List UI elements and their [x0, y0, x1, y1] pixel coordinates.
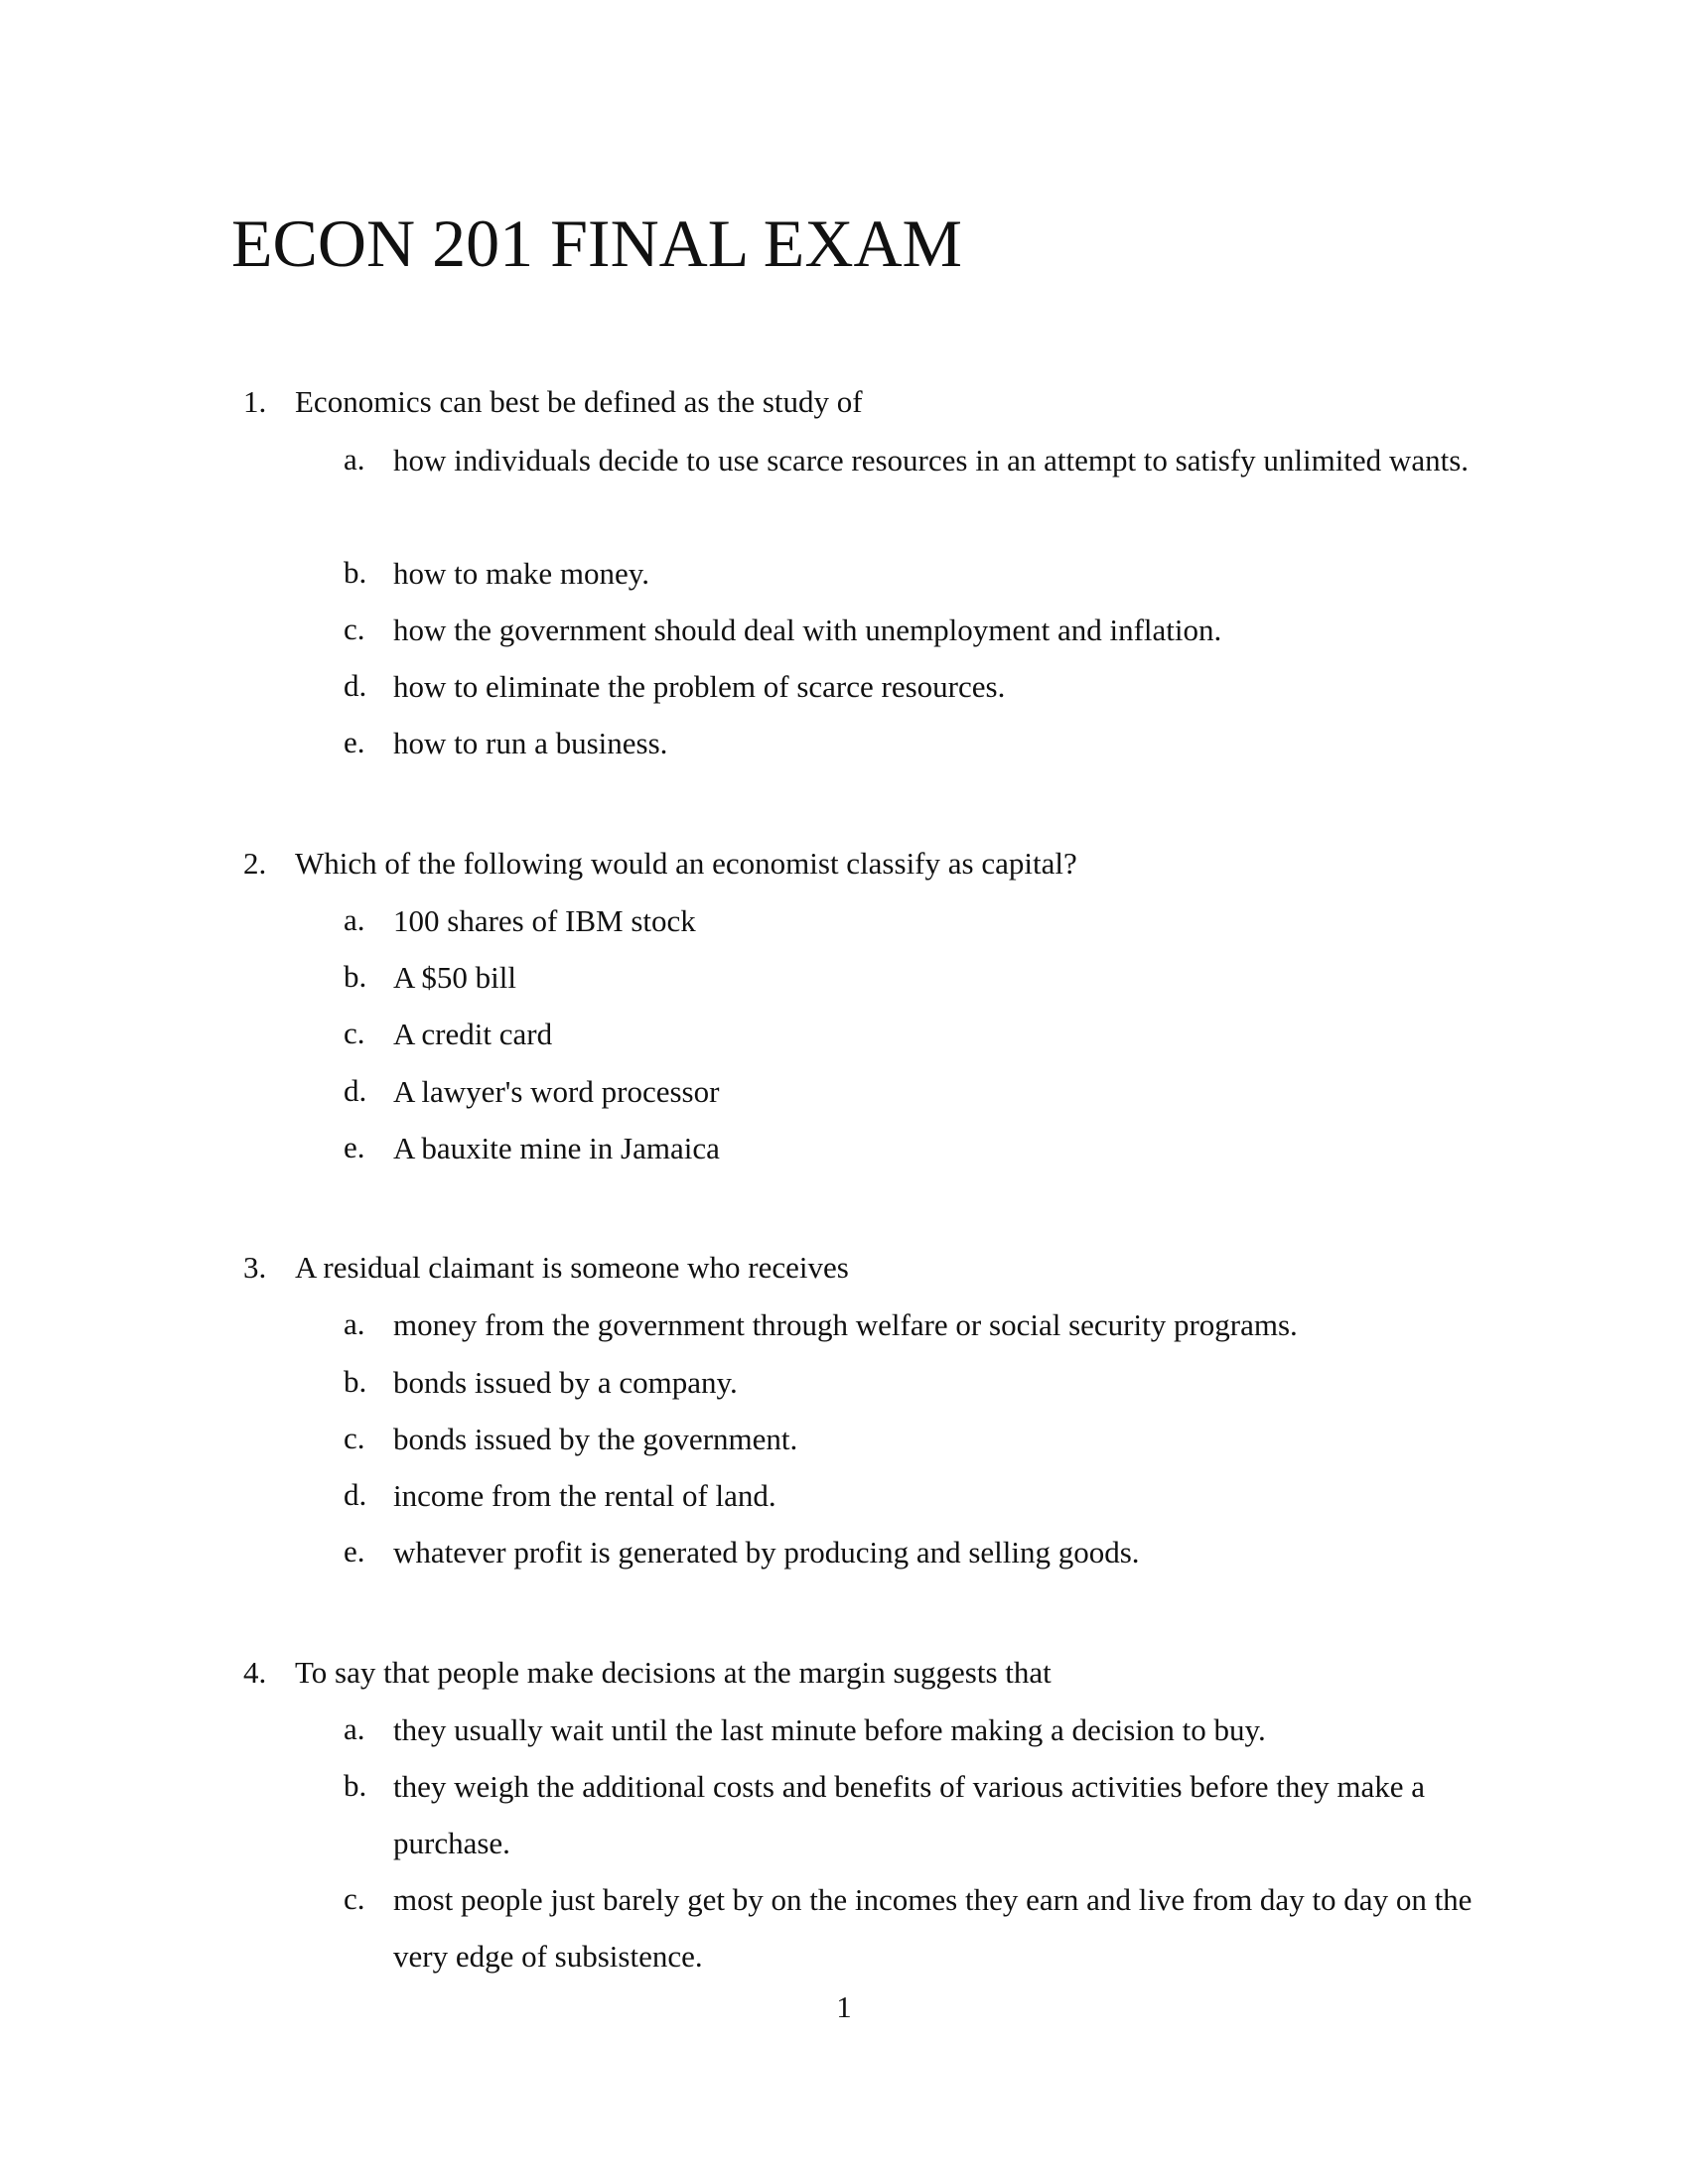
option-text: A bauxite mine in Jamaica [393, 1131, 720, 1165]
option-letter: c. [344, 1016, 365, 1050]
question-text: Economics can best be defined as the study of [295, 384, 863, 419]
option-letter: a. [344, 1711, 365, 1746]
option-text: A lawyer's word processor [393, 1074, 720, 1109]
option-text: bonds issued by a company. [393, 1365, 738, 1400]
option-letter: b. [344, 959, 367, 994]
option-letter: c. [344, 1881, 365, 1916]
option-letter: e. [344, 1130, 365, 1164]
option-letter: a. [344, 442, 365, 477]
option-text: A $50 bill [393, 960, 517, 995]
option-letter: d. [344, 1477, 367, 1512]
question-text: To say that people make decisions at the margin suggests that [295, 1655, 1052, 1690]
option-letter: b. [344, 1768, 367, 1803]
option-letter: a. [344, 1306, 365, 1341]
option-text: 100 shares of IBM stock [393, 903, 696, 938]
option-letter: c. [344, 1421, 365, 1455]
option-text: whatever profit is generated by producing and selling goods. [393, 1535, 1140, 1570]
question-number: 3. [243, 1250, 267, 1285]
question-number: 4. [243, 1655, 267, 1690]
question-number: 1. [243, 384, 267, 419]
option-letter: e. [344, 725, 365, 759]
question-number: 2. [243, 846, 267, 881]
option-letter: b. [344, 1364, 367, 1399]
option-letter: a. [344, 902, 365, 937]
option-letter: b. [344, 555, 367, 590]
option-text: they usually wait until the last minute before making a decision to buy. [393, 1712, 1266, 1747]
option-text: bonds issued by the government. [393, 1422, 798, 1456]
option-text: income from the rental of land. [393, 1478, 776, 1513]
question-text: A residual claimant is someone who receives [295, 1250, 849, 1285]
option-letter: d. [344, 668, 367, 703]
option-letter: c. [344, 612, 365, 646]
option-text: most people just barely get by on the incomes they earn and live from day to day on the very edge of subsistence. [393, 1882, 1473, 1974]
option-letter: e. [344, 1534, 365, 1569]
option-text: money from the government through welfare or social security programs. [393, 1307, 1298, 1342]
page-number: 1 [836, 1989, 852, 2024]
option-text: how to run a business. [393, 726, 668, 760]
question-text: Which of the following would an economist classify as capital? [295, 846, 1077, 881]
option-text: A credit card [393, 1017, 553, 1051]
option-text: they weigh the additional costs and benefits of various activities before they make a purchase. [393, 1769, 1426, 1860]
option-text: how individuals decide to use scarce resources in an attempt to satisfy unlimited wants. [393, 443, 1470, 478]
option-text: how the government should deal with unemployment and inflation. [393, 613, 1222, 647]
option-letter: d. [344, 1073, 367, 1108]
page-title: ECON 201 FINAL EXAM [231, 205, 963, 281]
option-text: how to make money. [393, 556, 649, 591]
option-text: how to eliminate the problem of scarce resources. [393, 669, 1006, 704]
